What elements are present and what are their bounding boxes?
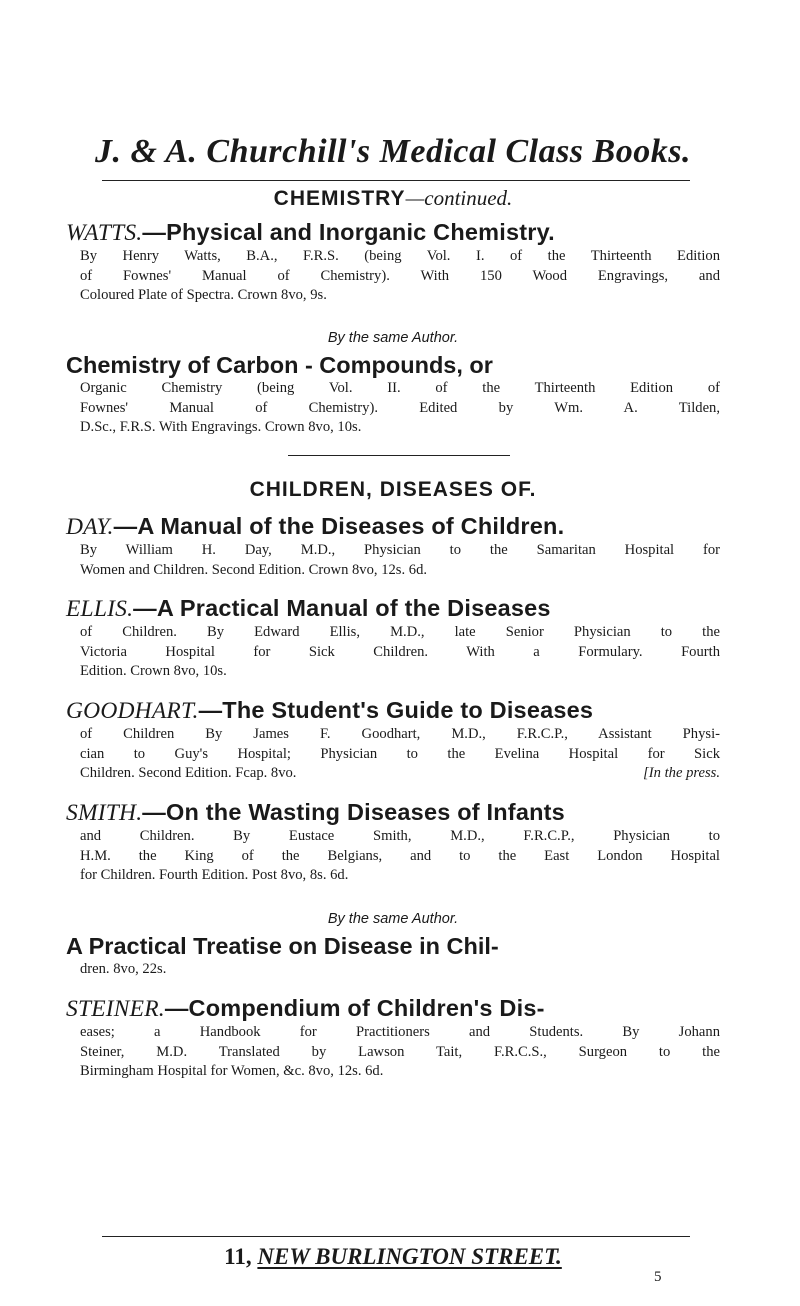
entry-smith-treatise bbox=[66, 932, 720, 980]
description-line: Coloured Plate of Spectra. Crown 8vo, 9s. bbox=[80, 287, 327, 303]
description-line bbox=[80, 764, 720, 784]
entry-description bbox=[66, 247, 720, 306]
section-heading-text: CHEMISTRY bbox=[273, 187, 406, 210]
description-line: Fownes' Manual of Chemistry). Edited by Wm. A. Tilden, bbox=[80, 399, 720, 416]
description-line: Edition. Crown 8vo, 10s. bbox=[80, 663, 227, 679]
entry-author: GOODHART. bbox=[66, 698, 199, 724]
entry-watts bbox=[66, 218, 720, 306]
street-number: 11, bbox=[224, 1244, 252, 1269]
entry-title bbox=[66, 994, 720, 1023]
section-heading-chemistry bbox=[66, 186, 720, 211]
entry-author: DAY. bbox=[66, 514, 114, 540]
street-name: NEW BURLINGTON STREET. bbox=[257, 1244, 562, 1269]
entry-title-text: —A Practical Manual of the Diseases bbox=[133, 595, 551, 621]
entry-description bbox=[66, 1023, 720, 1082]
entry-title bbox=[66, 218, 720, 247]
description-line: for Children. Fourth Edition. Post 8vo, 8s. 6d. bbox=[80, 867, 349, 883]
description-line: By Henry Watts, B.A., F.R.S. (being Vol. I. of the Thirteenth Edition bbox=[80, 248, 720, 264]
description-line: cian to Guy's Hospital; Physician to the Evelina Hospital for Sick bbox=[80, 745, 720, 762]
description-line: Victoria Hospital for Sick Children. With a Formulary. Fourth bbox=[80, 643, 720, 660]
entry-title-text: —A Manual of the Diseases of Children. bbox=[113, 513, 565, 539]
entry-description bbox=[66, 541, 720, 580]
section-divider bbox=[288, 455, 510, 456]
footer-rule bbox=[102, 1236, 690, 1237]
page-number: 5 bbox=[654, 1269, 662, 1285]
section-heading-suffix: —continued. bbox=[405, 186, 513, 210]
description-line: D.Sc., F.R.S. With Engravings. Crown 8vo, 10s. bbox=[80, 419, 362, 435]
entry-title: Chemistry of Carbon - Compounds, or bbox=[66, 352, 493, 378]
description-line: and Children. By Eustace Smith, M.D., F.R.C.P., Physician to bbox=[80, 828, 720, 844]
entry-description bbox=[66, 960, 720, 980]
description-line: of Children By James F. Goodhart, M.D., F.R.C.P., Assistant Physi- bbox=[80, 726, 720, 742]
entry-author: WATTS. bbox=[66, 220, 143, 246]
same-author-note: By the same Author. bbox=[327, 330, 459, 346]
description-line-text: Children. Second Edition. Fcap. 8vo. bbox=[80, 765, 297, 781]
description-line: eases; a Handbook for Practitioners and Students. By Johann bbox=[80, 1024, 720, 1040]
entry-ellis bbox=[66, 594, 720, 682]
entry-description bbox=[66, 725, 720, 784]
entry-title: A Practical Treatise on Disease in Chil- bbox=[66, 933, 499, 959]
description-line: H.M. the King of the Belgians, and to the East London Hospital bbox=[80, 847, 720, 864]
entry-watts-carbon bbox=[66, 351, 720, 438]
entry-author: SMITH. bbox=[66, 800, 143, 826]
entry-title bbox=[66, 512, 720, 541]
description-line: of Children. By Edward Ellis, M.D., late Senior Physician to the bbox=[80, 624, 720, 640]
entry-title-text: —Physical and Inorganic Chemistry. bbox=[142, 219, 555, 245]
entry-title-text: —The Student's Guide to Diseases bbox=[198, 697, 594, 723]
entry-description bbox=[66, 379, 720, 438]
description-line: Birmingham Hospital for Women, &c. 8vo, 12s. 6d. bbox=[80, 1063, 384, 1079]
entry-goodhart bbox=[66, 696, 720, 784]
header-rule bbox=[102, 180, 690, 181]
section-heading-text: CHILDREN, DISEASES OF. bbox=[249, 478, 537, 501]
entry-title bbox=[66, 798, 720, 827]
description-line: By William H. Day, M.D., Physician to the Samaritan Hospital for bbox=[80, 542, 720, 558]
entry-title-text: —Compendium of Children's Dis- bbox=[164, 995, 545, 1021]
entry-author: ELLIS. bbox=[66, 596, 134, 622]
entry-author: STEINER. bbox=[66, 996, 165, 1022]
entry-title bbox=[66, 696, 720, 725]
running-head: J. & A. Churchill's Medical Class Books. bbox=[95, 133, 691, 170]
description-line: Steiner, M.D. Translated by Lawson Tait, F.R.C.S., Surgeon to the bbox=[80, 1043, 720, 1060]
same-author-note: By the same Author. bbox=[327, 911, 459, 927]
entry-day bbox=[66, 512, 720, 580]
description-line: Organic Chemistry (being Vol. II. of the Thirteenth Edition of bbox=[80, 380, 720, 396]
entry-steiner bbox=[66, 994, 720, 1082]
description-line: Women and Children. Second Edition. Crown 8vo, 12s. 6d. bbox=[80, 561, 428, 578]
entry-description bbox=[66, 623, 720, 682]
entry-title bbox=[66, 594, 720, 623]
section-heading-children bbox=[66, 478, 720, 502]
entry-description bbox=[66, 827, 720, 886]
entry-smith bbox=[66, 798, 720, 886]
entry-title-text: —On the Wasting Diseases of Infants bbox=[142, 799, 565, 825]
publisher-address bbox=[66, 1244, 720, 1270]
description-line: dren. 8vo, 22s. bbox=[80, 961, 167, 977]
in-press-note: [In the press. bbox=[643, 765, 720, 781]
description-line: of Fownes' Manual of Chemistry). With 150 Wood Engravings, and bbox=[80, 267, 720, 284]
